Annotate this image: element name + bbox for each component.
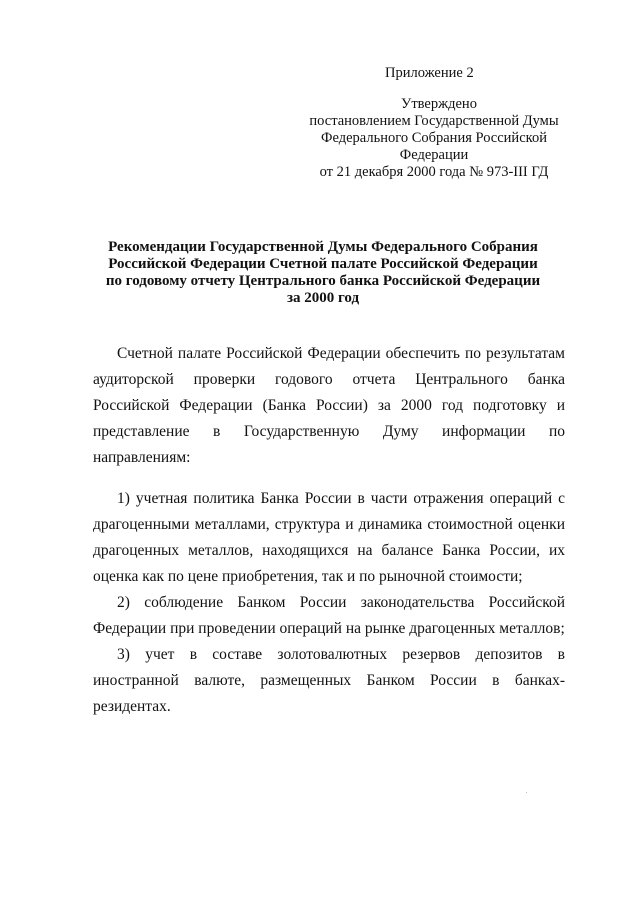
document-title bbox=[92, 239, 554, 307]
document-body bbox=[93, 341, 565, 720]
approval-line-approved: Утверждено bbox=[401, 96, 477, 112]
title-line-2: Российской Федерации Счетной палате Российской Федерации bbox=[108, 256, 538, 272]
approval-block bbox=[290, 96, 578, 181]
approval-line-federal-assembly: Федерального Собрания Российской bbox=[321, 130, 547, 146]
list-item-2: 2) соблюдение Банком России законодательства Российской Федерации при проведении операций на рынке драгоценных металлов; bbox=[93, 594, 565, 637]
title-line-4: за 2000 год bbox=[286, 290, 360, 306]
title-line-1: Рекомендации Государственной Думы Федерального Собрания bbox=[108, 239, 538, 255]
approval-line-date-number: от 21 декабря 2000 года № 973-III ГД bbox=[319, 164, 549, 180]
scan-speck bbox=[526, 792, 527, 793]
intro-paragraph: Счетной палате Российской Федерации обеспечить по результатам аудиторской проверки годового отчета Центрального банка Российской Федерации (Банка России) за 2000 год подготовку и представление в Государственную Думу информации по направлениям: bbox=[93, 345, 565, 466]
approval-line-federation: Федерации bbox=[399, 147, 469, 163]
title-line-3: по годовому отчету Центрального банка Российской Федерации bbox=[105, 273, 541, 289]
appendix-label: Приложение 2 bbox=[385, 65, 474, 81]
approval-line-resolution: постановлением Государственной Думы bbox=[309, 113, 559, 129]
list-item-1: 1) учетная политика Банка России в части отражения операций с драгоценными металлами, структура и динамика стоимостной оценки драгоценных металлов, находящихся на балансе Банка России, их оценка как по цене приобретения, так и по рыночной стоимости; bbox=[93, 490, 565, 585]
list-item-3: 3) учет в составе золотовалютных резервов депозитов в иностранной валюте, размещенных Банком России в банках-резидентах. bbox=[93, 646, 565, 715]
